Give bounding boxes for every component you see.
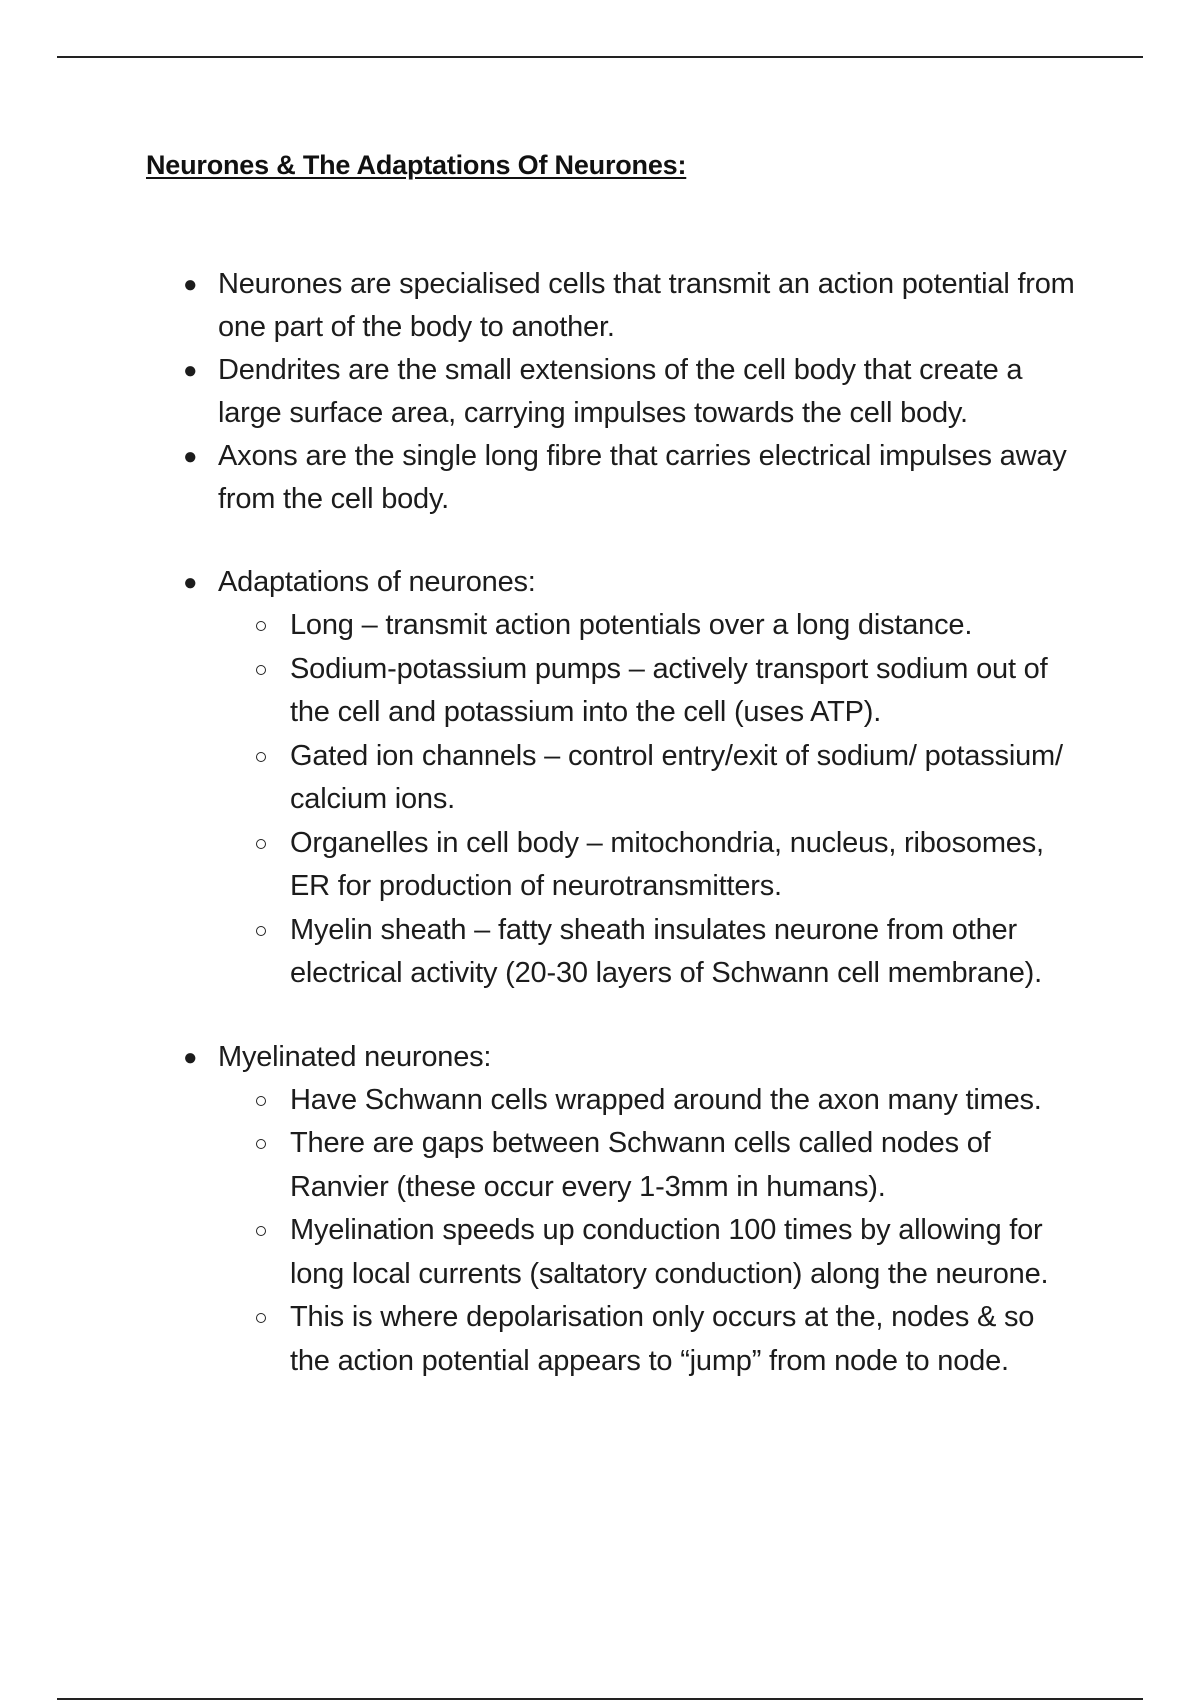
- list-item-text: Neurones are specialised cells that transmit an action potential from one part of the body to another.: [218, 268, 1075, 343]
- list-item: [0, 435, 1200, 521]
- bullet-icon: ●: [183, 1043, 198, 1071]
- sub-list-item-text: Long – transmit action potentials over a long distance.: [290, 609, 973, 641]
- hollow-bullet-icon: [256, 839, 266, 849]
- sub-list-item-text: Organelles in cell body – mitochondria, nucleus, ribosomes, ER for production of neurotransmitters.: [290, 826, 1044, 902]
- sub-list-item-text: Myelin sheath – fatty sheath insulates neurone from other electrical activity (20-30 layers of Schwann cell membrane).: [290, 913, 1042, 989]
- section-heading-text: Adaptations of neurones:: [218, 566, 536, 598]
- list-item-text: Dendrites are the small extensions of the cell body that create a large surface area, carrying impulses towards the cell body.: [218, 354, 1023, 429]
- sub-list-item: [0, 1296, 1200, 1383]
- list-item-text: Axons are the single long fibre that carries electrical impulses away from the cell body.: [218, 440, 1067, 515]
- hollow-bullet-icon: [256, 1313, 266, 1323]
- notes-body: [0, 263, 1200, 1383]
- hollow-bullet-icon: [256, 621, 266, 631]
- sub-list-item: [0, 735, 1200, 822]
- section-heading: [0, 561, 1200, 604]
- sub-list-item-text: Sodium-potassium pumps – actively transport sodium out of the cell and potassium into the cell (uses ATP).: [290, 652, 1048, 728]
- sub-list-item-text: There are gaps between Schwann cells called nodes of Ranvier (these occur every 1-3mm in humans).: [290, 1127, 991, 1203]
- sub-list-item: [0, 604, 1200, 648]
- hollow-bullet-icon: [256, 1226, 266, 1236]
- sub-list-item-text: This is where depolarisation only occurs at the, nodes & so the action potential appears to “jump” from node to node.: [290, 1301, 1035, 1377]
- adaptations-section: [0, 561, 1200, 996]
- bullet-icon: ●: [183, 569, 198, 596]
- top-divider: [57, 56, 1143, 58]
- intro-list: [0, 263, 1200, 521]
- bullet-icon: ●: [183, 443, 198, 470]
- sub-list-item-text: Myelination speeds up conduction 100 times by allowing for long local currents (saltatory conduction) along the neurone.: [290, 1214, 1049, 1290]
- sub-list-item: [0, 1209, 1200, 1296]
- hollow-bullet-icon: [256, 665, 266, 675]
- sub-list-item: [0, 822, 1200, 909]
- sub-list-item-text: Gated ion channels – control entry/exit of sodium/ potassium/ calcium ions.: [290, 739, 1063, 815]
- sub-list-item: [0, 909, 1200, 996]
- hollow-bullet-icon: [256, 1096, 266, 1106]
- hollow-bullet-icon: [256, 1139, 266, 1149]
- section-heading-text: Myelinated neurones:: [218, 1040, 492, 1073]
- bullet-icon: ●: [183, 357, 198, 384]
- sub-list-item: [0, 648, 1200, 735]
- hollow-bullet-icon: [256, 926, 266, 936]
- sub-list-item: [0, 1122, 1200, 1209]
- bullet-icon: ●: [183, 271, 198, 298]
- list-item: [0, 349, 1200, 435]
- list-item: [0, 263, 1200, 349]
- sub-list-item: [0, 1079, 1200, 1123]
- section-heading: [0, 1036, 1200, 1079]
- myelinated-section: [0, 1036, 1200, 1384]
- hollow-bullet-icon: [256, 752, 266, 762]
- page-title: Neurones & The Adaptations Of Neurones:: [146, 150, 687, 180]
- sub-list-item-text: Have Schwann cells wrapped around the axon many times.: [290, 1083, 1042, 1116]
